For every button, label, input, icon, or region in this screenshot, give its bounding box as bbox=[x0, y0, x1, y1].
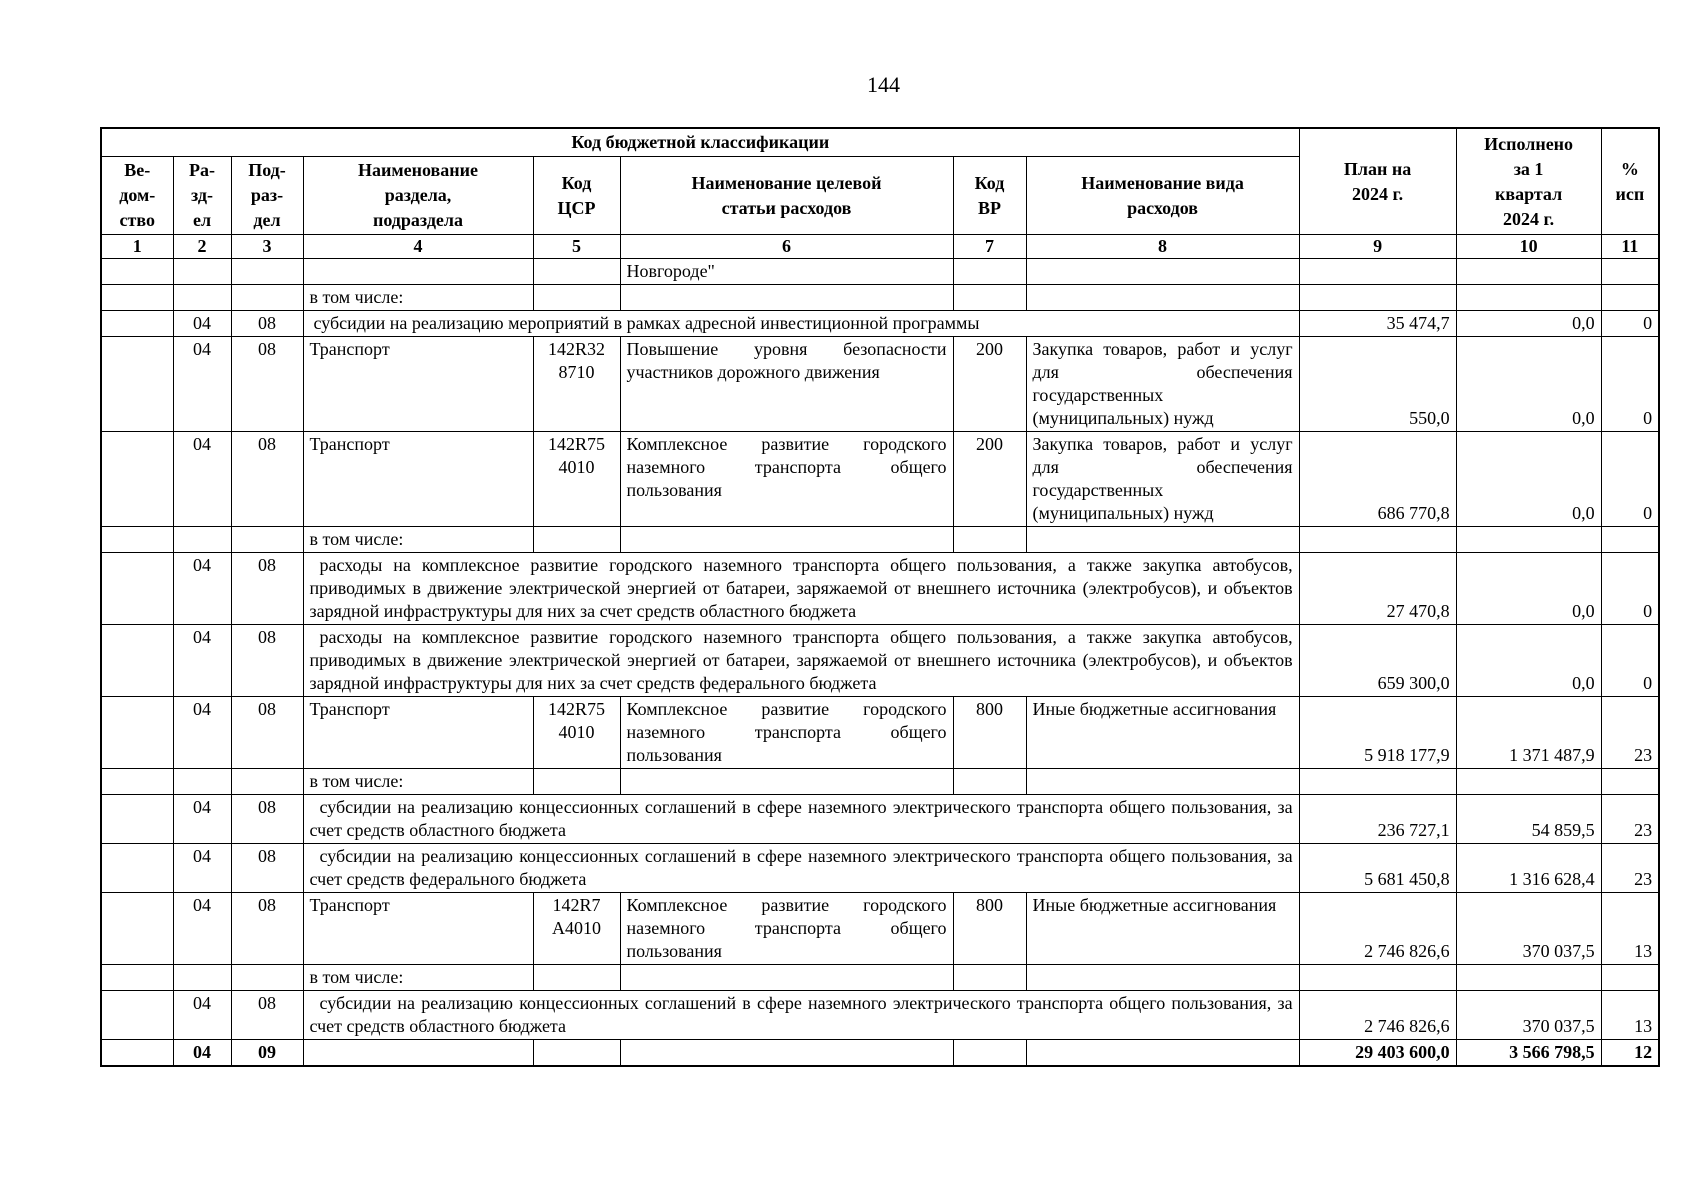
table-row bbox=[101, 844, 1659, 893]
percent-cell: 0 bbox=[1601, 337, 1659, 432]
percent-cell: 13 bbox=[1601, 991, 1659, 1040]
plan-cell: 236 727,1 bbox=[1299, 795, 1456, 844]
executed-cell: 1 316 628,4 bbox=[1456, 844, 1601, 893]
subsidy-description: субсидии на реализацию концессионных соглашений в сфере наземного электрического транспорта общего пользования, за счет средств областного бюджета bbox=[303, 795, 1299, 844]
subsidy-description: субсидии на реализацию концессионных соглашений в сфере наземного электрического транспорта общего пользования, за счет средств областного бюджета bbox=[303, 991, 1299, 1040]
vr-cell: 800 bbox=[953, 697, 1026, 769]
header-group-row bbox=[101, 128, 1659, 157]
executed-cell: 0,0 bbox=[1456, 311, 1601, 337]
percent-cell: 0 bbox=[1601, 432, 1659, 527]
section-name-cell: Транспорт bbox=[303, 893, 533, 965]
column-number: 11 bbox=[1601, 235, 1659, 259]
subsidy-description: субсидии на реализацию мероприятий в рамках адресной инвестиционной программы bbox=[303, 311, 1299, 337]
csr-cell: 142R75 4010 bbox=[533, 697, 620, 769]
executed-cell: 0,0 bbox=[1456, 432, 1601, 527]
podrazdel-cell: 08 bbox=[231, 625, 303, 697]
target-name-cell: Комплексное развитие городского наземного транспорта общего пользования bbox=[620, 697, 953, 769]
table-row bbox=[101, 432, 1659, 527]
podrazdel-cell: 09 bbox=[231, 1040, 303, 1067]
plan-cell: 2 746 826,6 bbox=[1299, 991, 1456, 1040]
razdel-cell: 04 bbox=[173, 337, 231, 432]
table-row bbox=[101, 795, 1659, 844]
podrazdel-cell: 08 bbox=[231, 697, 303, 769]
plan-header: План на 2024 г. bbox=[1299, 128, 1456, 235]
podrazdel-cell: 08 bbox=[231, 432, 303, 527]
percent-cell: 23 bbox=[1601, 795, 1659, 844]
section-name-cell: Транспорт bbox=[303, 432, 533, 527]
table-row bbox=[101, 769, 1659, 795]
table-row bbox=[101, 311, 1659, 337]
podrazdel-cell: 08 bbox=[231, 844, 303, 893]
plan-cell: 27 470,8 bbox=[1299, 553, 1456, 625]
razdel-cell: 04 bbox=[173, 1040, 231, 1067]
razdel-cell: 04 bbox=[173, 893, 231, 965]
expense-type-header: Наименование вида расходов bbox=[1026, 157, 1299, 235]
razdel-cell: 04 bbox=[173, 844, 231, 893]
vr-cell: 200 bbox=[953, 337, 1026, 432]
column-number: 2 bbox=[173, 235, 231, 259]
section-name-header: Наименование раздела, подраздела bbox=[303, 157, 533, 235]
executed-cell: 54 859,5 bbox=[1456, 795, 1601, 844]
executed-cell: 0,0 bbox=[1456, 337, 1601, 432]
vedomstvo-header: Ве- дом- ство bbox=[101, 157, 173, 235]
table-row bbox=[101, 259, 1659, 285]
podrazdel-cell: 08 bbox=[231, 553, 303, 625]
razdel-cell: 04 bbox=[173, 991, 231, 1040]
including-label: в том числе: bbox=[303, 285, 533, 311]
csr-cell: 142R75 4010 bbox=[533, 432, 620, 527]
table-row bbox=[101, 893, 1659, 965]
column-number: 10 bbox=[1456, 235, 1601, 259]
executed-header: Исполнено за 1 квартал 2024 г. bbox=[1456, 128, 1601, 235]
plan-cell: 2 746 826,6 bbox=[1299, 893, 1456, 965]
executed-total-cell: 3 566 798,5 bbox=[1456, 1040, 1601, 1067]
csr-cell: 142R7 A4010 bbox=[533, 893, 620, 965]
target-name-header: Наименование целевой статьи расходов bbox=[620, 157, 953, 235]
column-number: 4 bbox=[303, 235, 533, 259]
section-name-cell: Транспорт bbox=[303, 337, 533, 432]
podrazdel-header: Под- раз- дел bbox=[231, 157, 303, 235]
expense-type-cell: Закупка товаров, работ и услуг для обеспечения государственных (муниципальных) нужд bbox=[1026, 432, 1299, 527]
plan-total-cell: 29 403 600,0 bbox=[1299, 1040, 1456, 1067]
plan-cell: 35 474,7 bbox=[1299, 311, 1456, 337]
percent-cell: 23 bbox=[1601, 844, 1659, 893]
column-number: 5 bbox=[533, 235, 620, 259]
table-row bbox=[101, 697, 1659, 769]
table-row bbox=[101, 553, 1659, 625]
table-row bbox=[101, 965, 1659, 991]
executed-cell: 1 371 487,9 bbox=[1456, 697, 1601, 769]
expense-type-cell: Иные бюджетные ассигнования bbox=[1026, 697, 1299, 769]
vr-cell: 800 bbox=[953, 893, 1026, 965]
executed-cell: 370 037,5 bbox=[1456, 893, 1601, 965]
column-number: 6 bbox=[620, 235, 953, 259]
vr-header: Код ВР bbox=[953, 157, 1026, 235]
budget-table bbox=[100, 127, 1660, 1067]
podrazdel-cell: 08 bbox=[231, 311, 303, 337]
including-label: в том числе: bbox=[303, 769, 533, 795]
subsection-total-row bbox=[101, 1040, 1659, 1067]
razdel-cell: 04 bbox=[173, 432, 231, 527]
plan-cell: 550,0 bbox=[1299, 337, 1456, 432]
razdel-header: Ра- зд- ел bbox=[173, 157, 231, 235]
podrazdel-cell: 08 bbox=[231, 337, 303, 432]
razdel-cell: 04 bbox=[173, 625, 231, 697]
expense-description: расходы на комплексное развитие городского наземного транспорта общего пользования, а также закупка автобусов, приводимых в движение электрической энергией от батареи, заряжаемой от внешнего источника (электробусов), и объектов зарядной инфраструктуры для них за счет средств областного бюджета bbox=[303, 553, 1299, 625]
budget-code-header: Код бюджетной классификации bbox=[101, 128, 1299, 157]
percent-header: % исп bbox=[1601, 128, 1659, 235]
executed-cell: 0,0 bbox=[1456, 625, 1601, 697]
razdel-cell: 04 bbox=[173, 553, 231, 625]
page-number: 144 bbox=[867, 72, 900, 97]
table-row bbox=[101, 285, 1659, 311]
subsidy-description: субсидии на реализацию концессионных соглашений в сфере наземного электрического транспорта общего пользования, за счет средств федерального бюджета bbox=[303, 844, 1299, 893]
table-row bbox=[101, 991, 1659, 1040]
vr-cell: 200 bbox=[953, 432, 1026, 527]
razdel-cell: 04 bbox=[173, 697, 231, 769]
expense-type-cell: Иные бюджетные ассигнования bbox=[1026, 893, 1299, 965]
percent-cell: 13 bbox=[1601, 893, 1659, 965]
csr-header: Код ЦСР bbox=[533, 157, 620, 235]
percent-cell: 0 bbox=[1601, 553, 1659, 625]
column-number: 8 bbox=[1026, 235, 1299, 259]
including-label: в том числе: bbox=[303, 527, 533, 553]
podrazdel-cell: 08 bbox=[231, 795, 303, 844]
column-number: 7 bbox=[953, 235, 1026, 259]
csr-cell: 142R32 8710 bbox=[533, 337, 620, 432]
column-numbers-row bbox=[101, 235, 1659, 259]
including-label: в том числе: bbox=[303, 965, 533, 991]
table-row bbox=[101, 527, 1659, 553]
executed-cell: 370 037,5 bbox=[1456, 991, 1601, 1040]
razdel-cell: 04 bbox=[173, 795, 231, 844]
plan-cell: 5 681 450,8 bbox=[1299, 844, 1456, 893]
percent-cell: 0 bbox=[1601, 625, 1659, 697]
column-number: 9 bbox=[1299, 235, 1456, 259]
target-name-cell: Повышение уровня безопасности участников дорожного движения bbox=[620, 337, 953, 432]
plan-cell: 659 300,0 bbox=[1299, 625, 1456, 697]
target-name-cell: Комплексное развитие городского наземного транспорта общего пользования bbox=[620, 893, 953, 965]
percent-total-cell: 12 bbox=[1601, 1040, 1659, 1067]
plan-cell: 686 770,8 bbox=[1299, 432, 1456, 527]
percent-cell: 0 bbox=[1601, 311, 1659, 337]
expense-description: расходы на комплексное развитие городского наземного транспорта общего пользования, а также закупка автобусов, приводимых в движение электрической энергией от батареи, заряжаемой от внешнего источника (электробусов), и объектов зарядной инфраструктуры для них за счет средств федерального бюджета bbox=[303, 625, 1299, 697]
column-number: 1 bbox=[101, 235, 173, 259]
podrazdel-cell: 08 bbox=[231, 991, 303, 1040]
table-row bbox=[101, 337, 1659, 432]
target-name-cell: Новгороде" bbox=[620, 259, 953, 285]
column-number: 3 bbox=[231, 235, 303, 259]
expense-type-cell: Закупка товаров, работ и услуг для обеспечения государственных (муниципальных) нужд bbox=[1026, 337, 1299, 432]
razdel-cell: 04 bbox=[173, 311, 231, 337]
executed-cell: 0,0 bbox=[1456, 553, 1601, 625]
table-row bbox=[101, 625, 1659, 697]
plan-cell: 5 918 177,9 bbox=[1299, 697, 1456, 769]
percent-cell: 23 bbox=[1601, 697, 1659, 769]
section-name-cell: Транспорт bbox=[303, 697, 533, 769]
podrazdel-cell: 08 bbox=[231, 893, 303, 965]
target-name-cell: Комплексное развитие городского наземного транспорта общего пользования bbox=[620, 432, 953, 527]
